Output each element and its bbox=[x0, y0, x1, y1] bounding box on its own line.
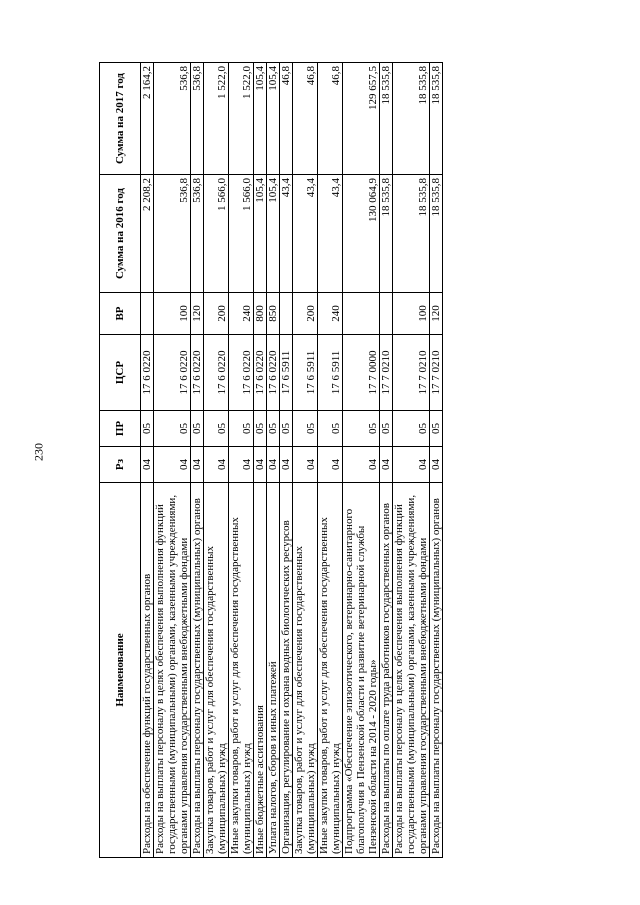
cell-vr: 240 bbox=[229, 293, 254, 335]
cell-rz: 04 bbox=[430, 447, 443, 483]
cell-rz: 04 bbox=[229, 447, 254, 483]
header-name: Наименование bbox=[100, 483, 141, 858]
cell-csr: 17 7 0210 bbox=[380, 335, 393, 411]
table-body bbox=[141, 63, 443, 858]
cell-sum-2017: 536,8 bbox=[191, 63, 204, 175]
cell-pr: 05 bbox=[343, 411, 380, 447]
cell-name: Расходы на выплаты персоналу государственных (муниципальных) органов bbox=[191, 483, 204, 858]
cell-vr: 240 bbox=[318, 293, 343, 335]
cell-sum-2016: 18 535,8 bbox=[393, 175, 430, 293]
cell-sum-2017: 2 164,2 bbox=[141, 63, 154, 175]
cell-csr: 17 6 5911 bbox=[293, 335, 318, 411]
cell-pr: 05 bbox=[430, 411, 443, 447]
cell-rz: 04 bbox=[254, 447, 267, 483]
page-number: 230 bbox=[31, 443, 46, 461]
cell-csr: 17 6 0220 bbox=[204, 335, 229, 411]
cell-sum-2017: 18 535,8 bbox=[380, 63, 393, 175]
cell-csr: 17 6 0220 bbox=[154, 335, 191, 411]
cell-sum-2017: 129 657,5 bbox=[343, 63, 380, 175]
cell-vr: 100 bbox=[154, 293, 191, 335]
rotated-table-container bbox=[99, 63, 544, 858]
cell-name: Расходы на выплаты персоналу государственных (муниципальных) органов bbox=[430, 483, 443, 858]
cell-pr: 05 bbox=[318, 411, 343, 447]
table-row bbox=[191, 63, 204, 858]
cell-rz: 04 bbox=[267, 447, 280, 483]
cell-rz: 04 bbox=[380, 447, 393, 483]
cell-name: Расходы на выплаты по оплате труда работников государственных органов bbox=[380, 483, 393, 858]
cell-pr: 05 bbox=[229, 411, 254, 447]
cell-sum-2016: 105,4 bbox=[267, 175, 280, 293]
table-row bbox=[430, 63, 443, 858]
cell-sum-2017: 18 535,8 bbox=[393, 63, 430, 175]
cell-name: Организация, регулирование и охрана водных биологических ресурсов bbox=[280, 483, 293, 858]
cell-rz: 04 bbox=[343, 447, 380, 483]
table-row bbox=[229, 63, 254, 858]
cell-name: Иные бюджетные ассигнования bbox=[254, 483, 267, 858]
cell-rz: 04 bbox=[204, 447, 229, 483]
cell-name: Расходы на выплаты персоналу в целях обеспечения выполнения функций государственными (муниципальными) органами, казенными учреждениями, органами управления государственными внебюджетными фондами bbox=[154, 483, 191, 858]
header-rz: Рз bbox=[100, 447, 141, 483]
cell-sum-2017: 105,4 bbox=[267, 63, 280, 175]
table-row bbox=[343, 63, 380, 858]
cell-pr: 05 bbox=[154, 411, 191, 447]
cell-csr: 17 6 0220 bbox=[229, 335, 254, 411]
cell-sum-2016: 43,4 bbox=[318, 175, 343, 293]
cell-csr: 17 6 0220 bbox=[191, 335, 204, 411]
cell-csr: 17 6 0220 bbox=[141, 335, 154, 411]
table-row bbox=[141, 63, 154, 858]
header-csr: ЦСР bbox=[100, 335, 141, 411]
cell-vr: 200 bbox=[293, 293, 318, 335]
cell-csr: 17 6 5911 bbox=[318, 335, 343, 411]
table-row bbox=[267, 63, 280, 858]
cell-sum-2017: 46,8 bbox=[293, 63, 318, 175]
table-row bbox=[380, 63, 393, 858]
table-row bbox=[254, 63, 267, 858]
cell-csr: 17 6 0220 bbox=[254, 335, 267, 411]
cell-rz: 04 bbox=[280, 447, 293, 483]
cell-sum-2016: 18 535,8 bbox=[380, 175, 393, 293]
cell-sum-2016: 105,4 bbox=[254, 175, 267, 293]
cell-name: Иные закупки товаров, работ и услуг для обеспечения государственных (муниципальных) нужд bbox=[318, 483, 343, 858]
cell-rz: 04 bbox=[393, 447, 430, 483]
cell-pr: 05 bbox=[280, 411, 293, 447]
budget-table bbox=[99, 62, 443, 858]
cell-sum-2016: 43,4 bbox=[293, 175, 318, 293]
cell-rz: 04 bbox=[318, 447, 343, 483]
cell-name: Расходы на обеспечение функций государственных органов bbox=[141, 483, 154, 858]
header-sum-2016: Сумма на 2016 год bbox=[100, 175, 141, 293]
cell-pr: 05 bbox=[380, 411, 393, 447]
cell-pr: 05 bbox=[191, 411, 204, 447]
cell-pr: 05 bbox=[254, 411, 267, 447]
table-row bbox=[293, 63, 318, 858]
cell-vr: 100 bbox=[393, 293, 430, 335]
cell-sum-2017: 1 522,0 bbox=[229, 63, 254, 175]
table-header bbox=[100, 63, 141, 858]
cell-vr: 120 bbox=[191, 293, 204, 335]
cell-sum-2016: 1 566,0 bbox=[204, 175, 229, 293]
cell-vr bbox=[343, 293, 380, 335]
cell-sum-2017: 1 522,0 bbox=[204, 63, 229, 175]
cell-pr: 05 bbox=[293, 411, 318, 447]
cell-vr bbox=[380, 293, 393, 335]
cell-csr: 17 7 0210 bbox=[430, 335, 443, 411]
cell-rz: 04 bbox=[293, 447, 318, 483]
cell-rz: 04 bbox=[154, 447, 191, 483]
cell-sum-2016: 536,8 bbox=[191, 175, 204, 293]
cell-name: Закупка товаров, работ и услуг для обеспечения государственных (муниципальных) нужд bbox=[204, 483, 229, 858]
table-row bbox=[393, 63, 430, 858]
cell-sum-2017: 536,8 bbox=[154, 63, 191, 175]
cell-vr: 800 bbox=[254, 293, 267, 335]
cell-csr: 17 6 5911 bbox=[280, 335, 293, 411]
cell-rz: 04 bbox=[141, 447, 154, 483]
cell-name: Иные закупки товаров, работ и услуг для обеспечения государственных (муниципальных) нужд bbox=[229, 483, 254, 858]
table-row bbox=[280, 63, 293, 858]
cell-name: Уплата налогов, сборов и иных платежей bbox=[267, 483, 280, 858]
cell-sum-2016: 2 208,2 bbox=[141, 175, 154, 293]
cell-sum-2017: 105,4 bbox=[254, 63, 267, 175]
cell-vr bbox=[141, 293, 154, 335]
cell-sum-2017: 46,8 bbox=[280, 63, 293, 175]
cell-csr: 17 7 0210 bbox=[393, 335, 430, 411]
cell-pr: 05 bbox=[141, 411, 154, 447]
cell-csr: 17 6 0220 bbox=[267, 335, 280, 411]
cell-sum-2016: 130 064,9 bbox=[343, 175, 380, 293]
cell-sum-2017: 18 535,8 bbox=[430, 63, 443, 175]
cell-vr: 200 bbox=[204, 293, 229, 335]
cell-pr: 05 bbox=[204, 411, 229, 447]
table-row bbox=[204, 63, 229, 858]
cell-name: Расходы на выплаты персоналу в целях обеспечения выполнения функций государственными (муниципальными) органами, казенными учреждениями, органами управления государственными внебюджетными фондами bbox=[393, 483, 430, 858]
header-row bbox=[100, 63, 141, 858]
table-row bbox=[154, 63, 191, 858]
cell-sum-2016: 1 566,0 bbox=[229, 175, 254, 293]
cell-rz: 04 bbox=[191, 447, 204, 483]
cell-sum-2016: 43,4 bbox=[280, 175, 293, 293]
cell-sum-2016: 536,8 bbox=[154, 175, 191, 293]
cell-vr bbox=[280, 293, 293, 335]
cell-vr: 850 bbox=[267, 293, 280, 335]
cell-pr: 05 bbox=[393, 411, 430, 447]
cell-sum-2017: 46,8 bbox=[318, 63, 343, 175]
cell-vr: 120 bbox=[430, 293, 443, 335]
header-pr: ПР bbox=[100, 411, 141, 447]
cell-pr: 05 bbox=[267, 411, 280, 447]
header-sum-2017: Сумма на 2017 год bbox=[100, 63, 141, 175]
header-vr: ВР bbox=[100, 293, 141, 335]
table-row bbox=[318, 63, 343, 858]
cell-csr: 17 7 0000 bbox=[343, 335, 380, 411]
cell-name: Закупка товаров, работ и услуг для обеспечения государственных (муниципальных) нужд bbox=[293, 483, 318, 858]
cell-sum-2016: 18 535,8 bbox=[430, 175, 443, 293]
cell-name: Подпрограмма «Обеспечение эпизоотического, ветеринарно-санитарного благополучия в Пензенской области и развитие ветеринарной службы Пензенской области на 2014 - 2020 годы» bbox=[343, 483, 380, 858]
